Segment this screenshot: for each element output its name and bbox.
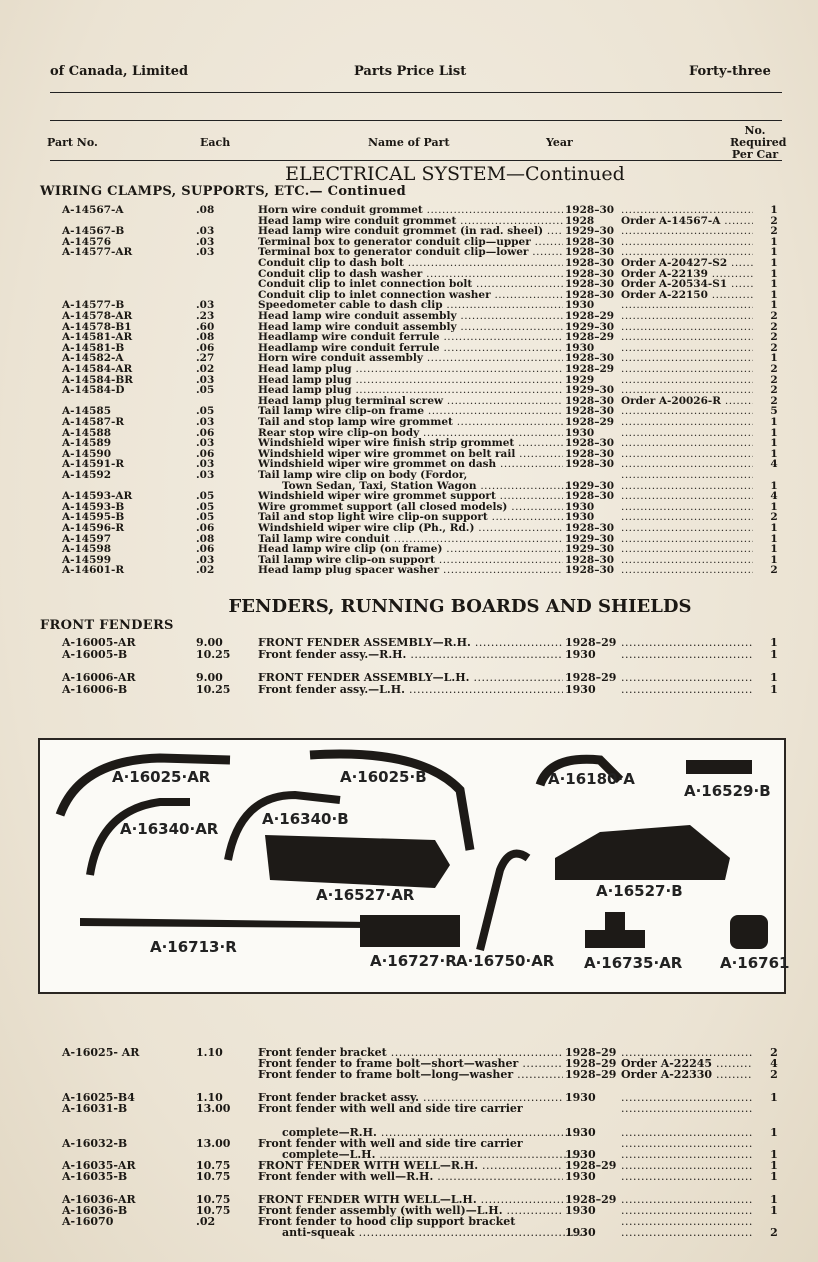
year: 1928–30 — [565, 246, 615, 259]
part-number: A-16035-AR — [62, 1158, 136, 1172]
part-number: A-16005-AR — [62, 636, 136, 649]
price: .02 — [196, 564, 215, 577]
year: 1930 — [565, 1169, 596, 1183]
strip-shape — [80, 918, 370, 928]
quantity: 1 — [770, 553, 778, 566]
year: 1928–30 — [565, 458, 615, 471]
year: 1928–30 — [565, 394, 615, 407]
quantity: 1 — [770, 522, 778, 534]
order-ref: Order A-14567-A ..... — [621, 215, 753, 227]
part-number: A-14581-AR — [62, 331, 133, 344]
part-number: A-14567-A — [62, 204, 124, 216]
quantity: 1 — [770, 1169, 778, 1183]
part-name: FRONT FENDER ASSEMBLY—L.H. ..... — [258, 671, 563, 684]
year: 1930 — [565, 1091, 596, 1105]
part-name: Front fender with well and side tire carrier — [258, 1102, 523, 1116]
quantity: 2 — [770, 384, 778, 397]
quantity: 1 — [770, 257, 778, 269]
part-name: Windshield wiper wire clip (Ph., Rd.) ..... — [258, 522, 563, 534]
quantity: 2 — [770, 331, 778, 344]
quantity: 1 — [770, 426, 778, 439]
year: 1928–29 — [565, 1068, 617, 1082]
price: .06 — [196, 341, 215, 354]
price: .03 — [196, 235, 215, 248]
table-row — [0, 564, 818, 576]
figure-label: A·16025·B — [340, 768, 427, 786]
quantity: 1 — [770, 1147, 778, 1161]
price: .03 — [196, 373, 215, 386]
part-number: A-14590 — [62, 447, 112, 460]
part-name: Conduit clip to inlet connection bolt ..... — [258, 278, 563, 290]
price: .03 — [196, 469, 215, 481]
column-rule-bottom — [50, 160, 782, 161]
part-number: A-16036-B — [62, 1204, 128, 1218]
year: 1929–30 — [565, 384, 615, 397]
part-number: A-14578-AR — [62, 310, 133, 322]
table-row — [0, 648, 818, 661]
part-name: Speedometer cable to dash clip ..... — [258, 299, 563, 311]
part-name: Conduit clip to dash bolt ..... — [258, 257, 563, 269]
part-name: Front fender bracket assy. ..... — [258, 1091, 563, 1104]
price: 10.75 — [196, 1158, 231, 1172]
header-rule — [50, 92, 782, 93]
year: 1928–30 — [565, 235, 615, 248]
quantity: 1 — [770, 1193, 778, 1206]
part-name: Front fender bracket ..... — [258, 1046, 563, 1059]
quantity: 2 — [770, 225, 778, 238]
year: 1928–29 — [565, 331, 615, 344]
year: 1928–30 — [565, 564, 615, 577]
figure-label: A·16025·AR — [112, 768, 211, 786]
quantity: 2 — [770, 310, 778, 322]
part-name: Tail lamp wire conduit ..... — [258, 533, 563, 545]
part-name: Front fender to frame bolt—long—washer ..... — [258, 1068, 563, 1081]
year: 1930 — [565, 1147, 596, 1161]
part-number: A-14567-B — [62, 225, 125, 238]
order-ref — [621, 683, 753, 696]
part-number: A-14593-AR — [62, 490, 133, 503]
part-name: Windshield wiper wire finish strip grommet ..... — [258, 437, 563, 449]
year: 1929 — [565, 373, 595, 386]
year: 1929–30 — [565, 479, 615, 492]
year: 1928–30 — [565, 490, 615, 503]
table-row — [0, 1068, 818, 1081]
col-year: Year — [546, 136, 573, 149]
part-name: Tail and stop light wire clip-on support ..... — [258, 511, 563, 523]
figure-label: A·16527·AR — [316, 886, 415, 904]
year: 1928–30 — [565, 278, 615, 291]
bracket-ar-shape — [90, 802, 190, 875]
quantity: 2 — [770, 511, 778, 524]
figure-label: A·16713·R — [150, 938, 237, 956]
part-name: Tail lamp wire clip on body (Fordor, — [258, 469, 468, 481]
part-name: Head lamp wire conduit grommet ..... — [258, 215, 563, 227]
part-number: A-16035-B — [62, 1169, 128, 1183]
part-name: Head lamp plug terminal screw ..... — [258, 395, 563, 407]
price: 10.25 — [196, 647, 231, 661]
part-number: A-14588 — [62, 426, 112, 439]
year: 1928–30 — [565, 204, 615, 216]
price: .03 — [196, 225, 215, 238]
part-name: Front fender with well—R.H. ..... — [258, 1170, 563, 1183]
order-ref: Order A-20026-R ..... — [621, 395, 753, 407]
quantity: 1 — [770, 278, 778, 291]
year: 1930 — [565, 1125, 596, 1139]
price: .05 — [196, 384, 215, 397]
part-number: A-14576 — [62, 235, 112, 248]
order-ref — [621, 564, 753, 576]
part-name: Headlamp wire conduit ferrule ..... — [258, 342, 563, 354]
price: .06 — [196, 543, 215, 556]
part-name: FRONT FENDER WITH WELL—R.H. ..... — [258, 1159, 563, 1172]
quantity: 2 — [770, 373, 778, 386]
quantity: 2 — [770, 1046, 778, 1059]
table-row — [0, 1170, 818, 1183]
quantity: 1 — [770, 288, 778, 301]
part-name: Head lamp wire conduit grommet (in rad. sheel) ..... — [258, 225, 563, 237]
price: .05 — [196, 405, 215, 418]
part-name: Terminal box to generator conduit clip—upper ..... — [258, 236, 563, 248]
figure-label: A·16180·A — [548, 770, 635, 788]
year: 1928–30 — [565, 447, 615, 460]
year: 1929–30 — [565, 225, 615, 238]
year: 1930 — [565, 426, 595, 439]
part-number: A-14582-A — [62, 352, 124, 365]
part-name: Head lamp plug ..... — [258, 374, 563, 386]
year: 1930 — [565, 682, 596, 696]
price: 1.10 — [196, 1046, 223, 1059]
year: 1930 — [565, 647, 596, 661]
bracket-735-shape — [585, 912, 645, 948]
quantity: 1 — [770, 299, 778, 312]
year: 1928–29 — [565, 363, 615, 375]
price: 9.00 — [196, 671, 223, 684]
part-number: A-14591-R — [62, 458, 125, 471]
year: 1928–29 — [565, 1057, 617, 1071]
quantity: 1 — [770, 246, 778, 259]
quantity: 1 — [770, 267, 778, 280]
part-name: Wire grommet support (all closed models) ..... — [258, 501, 563, 513]
part-name: Front fender to frame bolt—short—washer ..... — [258, 1057, 563, 1070]
part-name: Head lamp plug ..... — [258, 363, 563, 375]
price: .06 — [196, 447, 215, 460]
part-name: Horn wire conduit assembly ..... — [258, 352, 563, 364]
part-name: Front fender assy.—R.H. ..... — [258, 648, 563, 661]
price: .03 — [196, 416, 215, 428]
part-number: A-14584-BR — [62, 373, 133, 386]
price: .03 — [196, 437, 215, 450]
price: .08 — [196, 204, 215, 216]
parts-illustration — [38, 738, 790, 994]
quantity: 2 — [770, 1226, 778, 1240]
year: 1930 — [565, 1204, 596, 1218]
year: 1930 — [565, 1226, 596, 1240]
quantity: 1 — [770, 1158, 778, 1172]
part-name: Front fender assy.—L.H. ..... — [258, 683, 563, 696]
part-name: Front fender to hood clip support bracket — [258, 1215, 516, 1229]
fenders-title: FENDERS, RUNNING BOARDS AND SHIELDS — [228, 596, 692, 617]
quantity: 2 — [770, 564, 778, 577]
quantity: 1 — [770, 1125, 778, 1139]
quantity: 4 — [770, 458, 778, 471]
price: .27 — [196, 352, 215, 365]
part-number: A-14595-B — [62, 511, 125, 524]
fenders-subtitle: FRONT FENDERS — [40, 618, 174, 633]
part-number: A-16006-B — [62, 682, 128, 696]
part-number: A-16005-B — [62, 647, 128, 661]
price: .08 — [196, 331, 215, 344]
price: .60 — [196, 320, 215, 333]
year: 1929–30 — [565, 320, 615, 333]
year: 1928–30 — [565, 437, 615, 450]
price: .06 — [196, 522, 215, 534]
order-ref — [621, 1102, 753, 1115]
col-part-no: Part No. — [47, 136, 98, 149]
figure-label: A·16340·AR — [120, 820, 219, 838]
price: .05 — [196, 490, 215, 503]
figure-label: A·16340·B — [262, 810, 349, 828]
col-required: No. Required Per Car — [730, 124, 787, 161]
part-number: A-16025- AR — [62, 1046, 140, 1059]
quantity: 1 — [770, 1204, 778, 1218]
part-number: A-14601-R — [62, 564, 125, 577]
quantity: 1 — [770, 636, 778, 649]
quantity: 5 — [770, 405, 778, 418]
figure-label: A·16527·B — [596, 882, 683, 900]
part-name: Windshield wiper wire grommet on belt rail ..... — [258, 448, 563, 460]
quantity: 1 — [770, 543, 778, 556]
part-name: Front fender assembly (with well)—L.H. ..... — [258, 1204, 563, 1217]
part-name: Front fender with well and side tire carrier — [258, 1136, 523, 1150]
quantity: 1 — [770, 447, 778, 460]
year: 1930 — [565, 299, 595, 312]
part-name: FRONT FENDER WITH WELL—L.H. ..... — [258, 1193, 563, 1206]
part-name: Windshield wiper wire grommet on dash ..... — [258, 458, 563, 470]
part-name: Windshield wiper wire grommet support ..... — [258, 490, 563, 502]
price: 10.75 — [196, 1204, 231, 1218]
year: 1930 — [565, 500, 595, 513]
plate-shape — [686, 760, 752, 774]
price: 10.75 — [196, 1193, 231, 1206]
part-name: Tail lamp wire clip-on frame ..... — [258, 405, 563, 417]
figure-label: A·16727·R — [370, 952, 457, 970]
part-name: FRONT FENDER ASSEMBLY—R.H. ..... — [258, 636, 563, 649]
header-right: Forty-three — [689, 64, 771, 79]
bushing-shape — [730, 915, 768, 949]
figure-label: A·16735·AR — [584, 954, 683, 972]
quantity: 2 — [770, 214, 778, 227]
part-name: Conduit clip to inlet connection washer ..... — [258, 289, 563, 301]
year: 1928–29 — [565, 636, 617, 649]
year: 1928–30 — [565, 553, 615, 566]
price: .06 — [196, 426, 215, 439]
year: 1930 — [565, 511, 595, 524]
order-ref — [621, 1170, 753, 1183]
quantity: 1 — [770, 235, 778, 248]
price: .05 — [196, 500, 215, 513]
price: .02 — [196, 1215, 216, 1229]
part-number: A-14577-AR — [62, 246, 133, 259]
quantity: 1 — [770, 437, 778, 450]
part-number: A-14584-D — [62, 384, 125, 397]
figure-label: A·16761 — [720, 954, 790, 972]
price: .03 — [196, 246, 215, 259]
quantity: 2 — [770, 341, 778, 354]
quantity: 1 — [770, 416, 778, 428]
shield-ar-shape — [265, 835, 450, 888]
quantity: 1 — [770, 500, 778, 513]
part-number: A-14578-B1 — [62, 320, 132, 333]
order-ref: Order A-22150 ..... — [621, 289, 753, 301]
part-number: A-14593-B — [62, 500, 125, 513]
quantity: 2 — [770, 1068, 778, 1082]
quantity: 2 — [770, 320, 778, 333]
price: 10.75 — [196, 1169, 231, 1183]
figure-label: A·16529·B — [684, 782, 771, 800]
quantity: 4 — [770, 1057, 778, 1071]
price: 10.25 — [196, 682, 231, 696]
year: 1928 — [565, 214, 595, 227]
price: .23 — [196, 310, 215, 322]
part-number: A-16025-B4 — [62, 1091, 135, 1105]
column-rule-top — [50, 120, 782, 121]
header-left: of Canada, Limited — [50, 64, 189, 79]
part-number: A-16070 — [62, 1215, 114, 1229]
quantity: 1 — [770, 204, 778, 216]
table-row — [0, 683, 818, 696]
order-ref: Order A-20534-S1 ..... — [621, 278, 753, 290]
col-name: Name of Part — [368, 136, 450, 149]
part-number: A-14581-B — [62, 341, 125, 354]
year: 1928–30 — [565, 288, 615, 301]
part-number: A-14596-R — [62, 522, 125, 534]
part-number: A-14592 — [62, 469, 112, 481]
year: 1928–30 — [565, 352, 615, 365]
part-name: Head lamp wire conduit assembly ..... — [258, 310, 563, 322]
price: .08 — [196, 532, 215, 545]
table-row — [0, 1226, 818, 1239]
order-ref — [621, 648, 753, 661]
quantity: 1 — [770, 352, 778, 365]
year: 1928–29 — [565, 1193, 617, 1206]
part-number: A-14597 — [62, 532, 112, 545]
year: 1928–29 — [565, 671, 617, 684]
quantity: 1 — [770, 532, 778, 545]
price: .03 — [196, 458, 215, 471]
year: 1928–30 — [565, 522, 615, 534]
year: 1928–30 — [565, 257, 615, 269]
quantity: 1 — [770, 671, 778, 684]
year: 1930 — [565, 341, 595, 354]
price: .05 — [196, 511, 215, 524]
shield-b-shape — [555, 825, 730, 880]
part-number: A-16006-AR — [62, 671, 136, 684]
part-name: Terminal box to generator conduit clip—lower ..... — [258, 246, 563, 258]
year: 1928–30 — [565, 405, 615, 418]
quantity: 2 — [770, 394, 778, 407]
part-name: complete—L.H. ..... — [258, 1148, 587, 1161]
part-number: A-14585 — [62, 405, 112, 418]
figure-label: A·16750·AR — [456, 952, 555, 970]
quantity: 1 — [770, 479, 778, 492]
year: 1928–29 — [565, 1158, 617, 1172]
part-number: A-16032-B — [62, 1136, 128, 1150]
year: 1928–29 — [565, 310, 615, 322]
year: 1929–30 — [565, 543, 615, 556]
part-name: Conduit clip to dash washer ..... — [258, 268, 563, 280]
year: 1929–30 — [565, 532, 615, 545]
table-row — [0, 1102, 818, 1115]
part-name: Town Sedan, Taxi, Station Wagon ..... — [258, 480, 587, 492]
block-shape — [360, 915, 460, 947]
part-name: Head lamp plug spacer washer ..... — [258, 564, 563, 576]
support-shape — [480, 854, 528, 950]
year: 1928–30 — [565, 267, 615, 280]
part-number: A-14587-R — [62, 416, 125, 428]
part-name: Rear stop wire clip-on body ..... — [258, 427, 563, 439]
part-number: A-14599 — [62, 553, 112, 566]
price: 13.00 — [196, 1102, 231, 1116]
part-number: A-14598 — [62, 543, 112, 556]
electrical-title: ELECTRICAL SYSTEM—Continued — [285, 163, 625, 185]
order-ref: Order A-22245 ..... — [621, 1057, 753, 1070]
price: .03 — [196, 553, 215, 566]
quantity: 2 — [770, 363, 778, 375]
part-name: Head lamp plug ..... — [258, 384, 563, 396]
header-center: Parts Price List — [354, 64, 467, 79]
part-name: Tail lamp wire clip-on support ..... — [258, 554, 563, 566]
part-number: A-14589 — [62, 437, 112, 450]
part-name: Head lamp wire clip (on frame) ..... — [258, 543, 563, 555]
electrical-subtitle: WIRING CLAMPS, SUPPORTS, ETC.— Continued — [40, 184, 407, 199]
price: 9.00 — [196, 636, 223, 649]
part-number: A-16036-AR — [62, 1193, 136, 1206]
year: 1928–29 — [565, 1046, 617, 1059]
part-name: Headlamp wire conduit ferrule ..... — [258, 331, 563, 343]
part-name: Horn wire conduit grommet ..... — [258, 204, 563, 216]
part-name: Tail and stop lamp wire grommet ..... — [258, 416, 563, 428]
order-ref: Order A-22139 ..... — [621, 268, 753, 280]
quantity: 4 — [770, 490, 778, 503]
price: 1.10 — [196, 1091, 223, 1105]
part-number: A-14577-B — [62, 299, 125, 312]
quantity: 1 — [770, 1091, 778, 1105]
price: .03 — [196, 299, 215, 312]
part-name: Head lamp wire conduit assembly ..... — [258, 321, 563, 333]
col-each: Each — [200, 136, 231, 149]
part-name: complete—R.H. ..... — [258, 1126, 587, 1139]
order-ref: Order A-20427-S2 ..... — [621, 257, 753, 269]
part-name: anti-squeak ..... — [258, 1226, 587, 1239]
year: 1928–29 — [565, 416, 615, 428]
price: .02 — [196, 363, 215, 375]
part-number: A-16031-B — [62, 1102, 128, 1116]
order-ref: Order A-22330 ..... — [621, 1068, 753, 1081]
part-number: A-14584-AR — [62, 363, 133, 375]
quantity: 1 — [770, 682, 778, 696]
price: 13.00 — [196, 1136, 231, 1150]
order-ref — [621, 1226, 753, 1239]
quantity: 1 — [770, 647, 778, 661]
